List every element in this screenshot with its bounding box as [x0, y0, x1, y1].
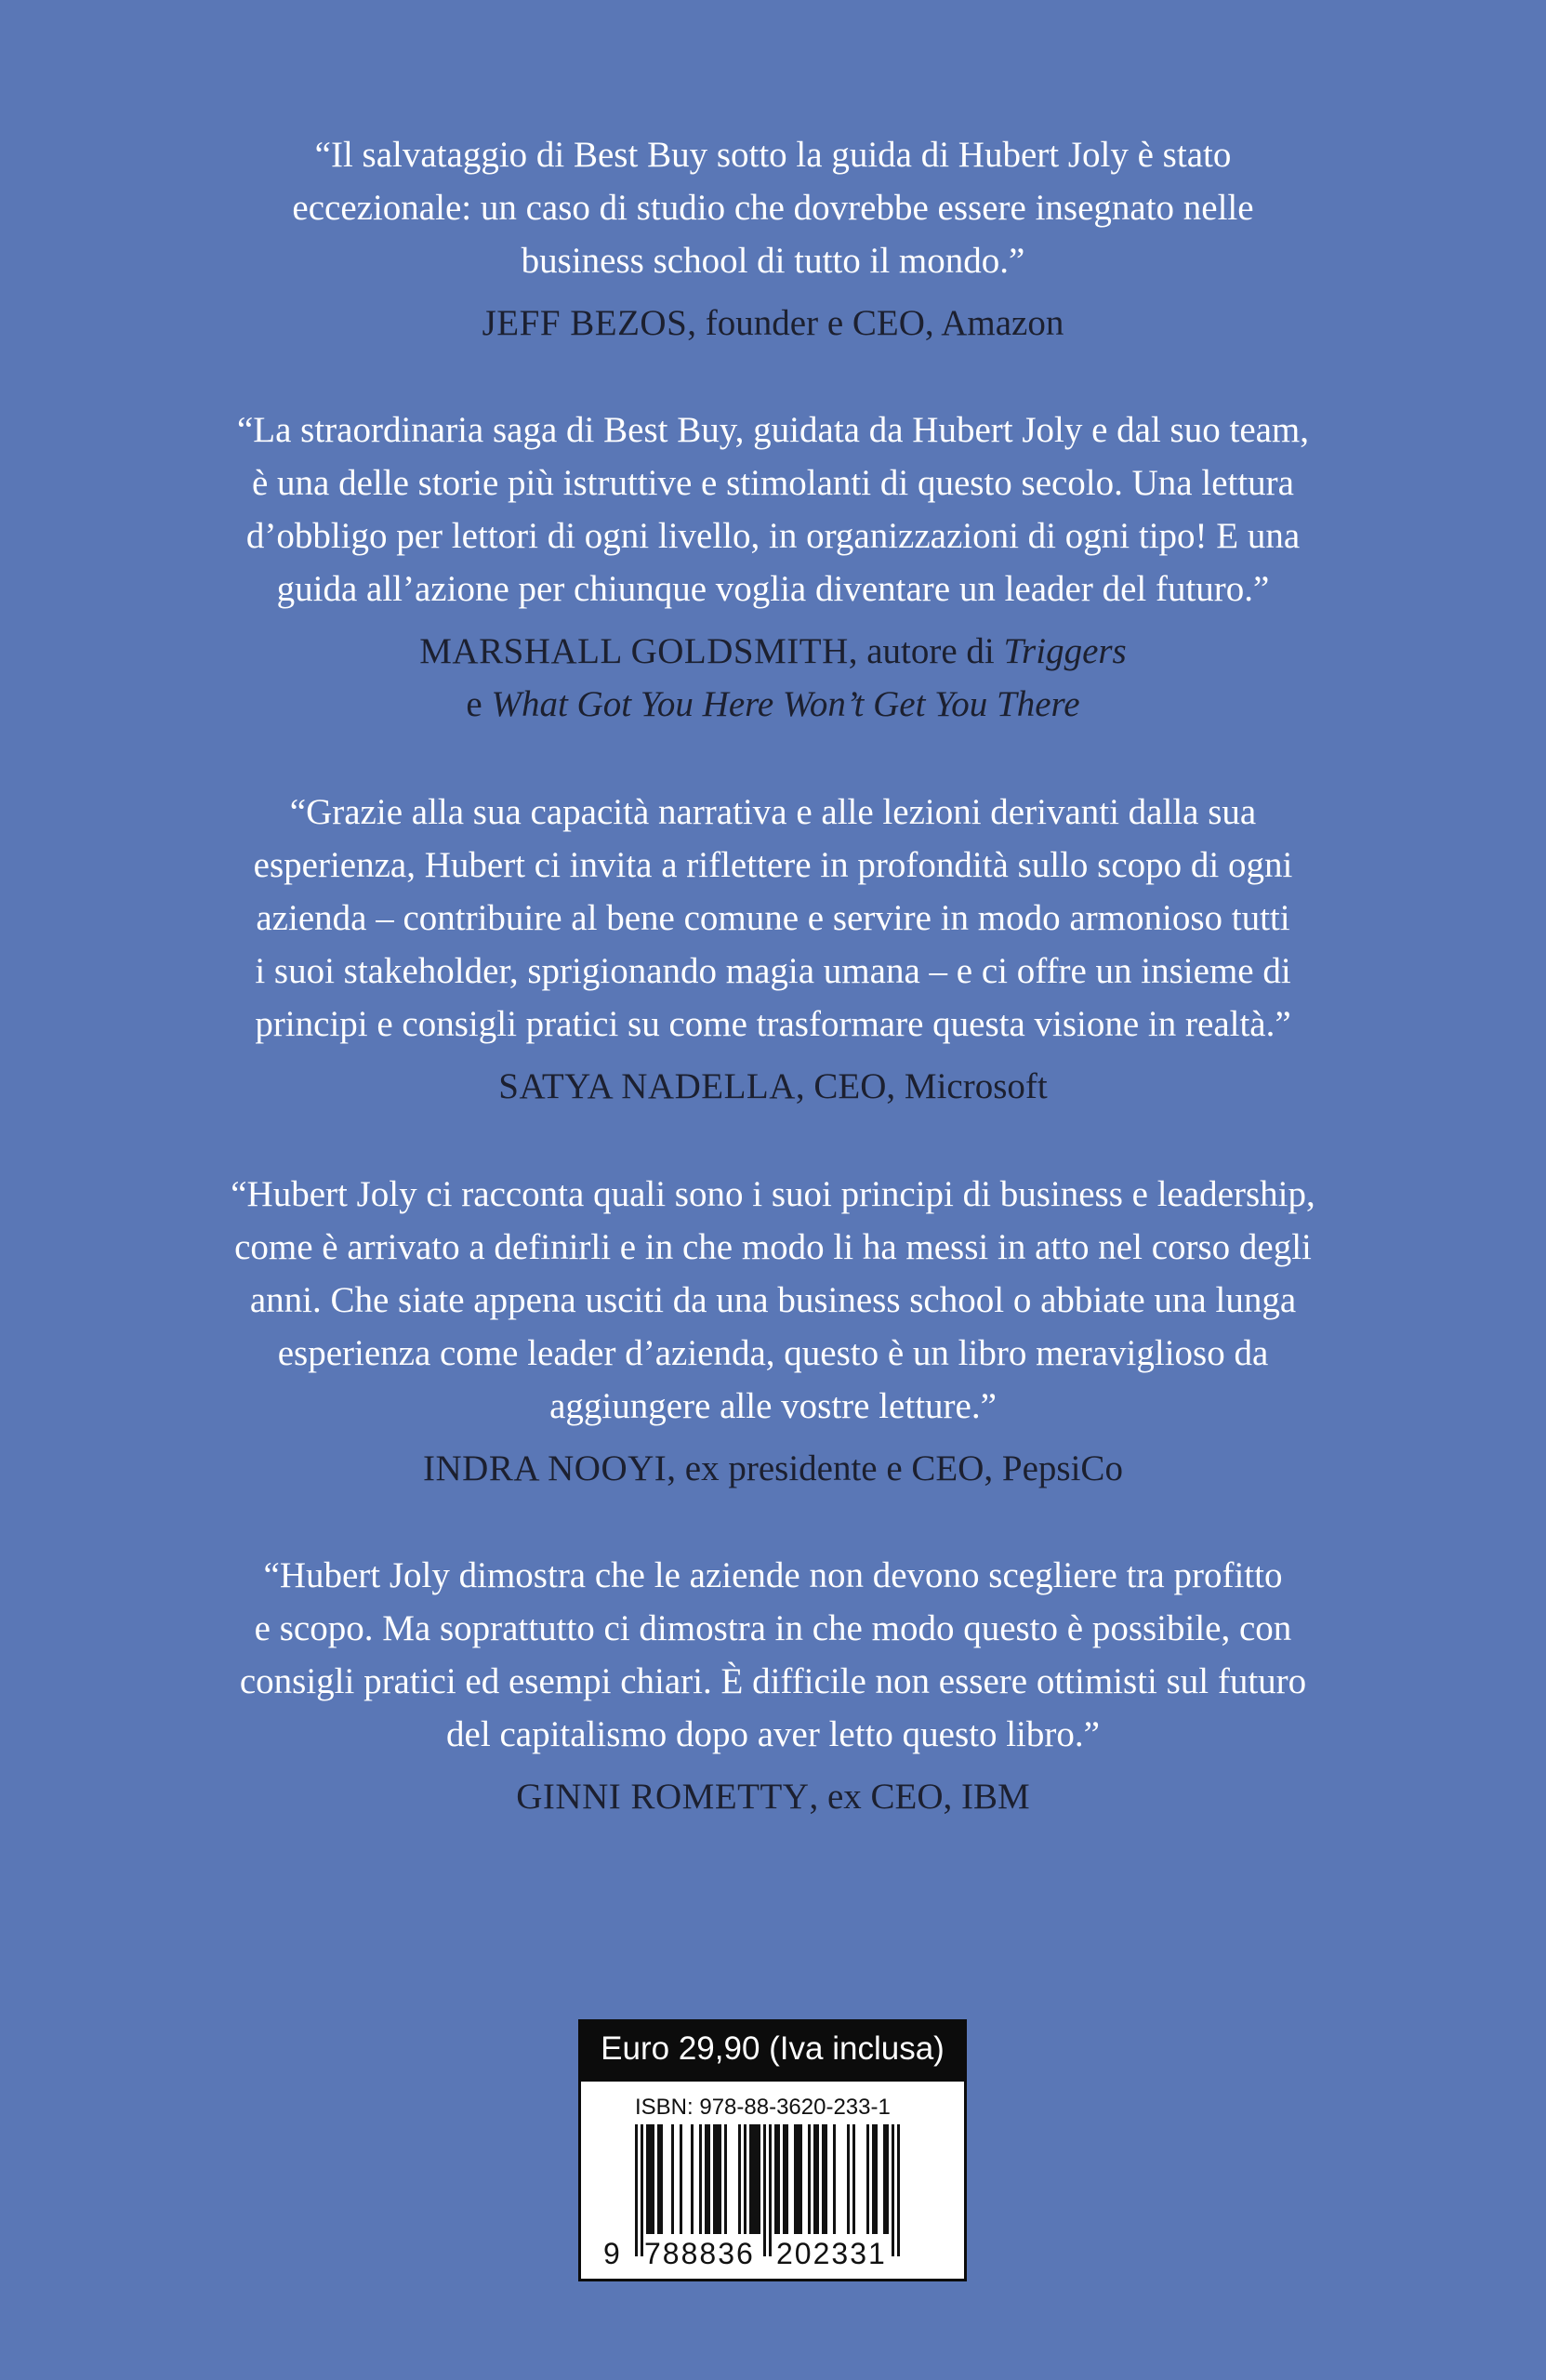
- blurb-nooyi: [139, 1168, 1407, 1495]
- barcode-bar: [699, 2124, 702, 2234]
- barcode-bar: [707, 2124, 710, 2234]
- author-role: , ex CEO, IBM: [809, 1777, 1030, 1817]
- barcode-bar: [886, 2124, 889, 2234]
- conjunction: e: [466, 684, 492, 724]
- quote-text: [139, 128, 1407, 287]
- quote-line: “Il salvataggio di Best Buy sotto la guida di Hubert Joly è stato: [314, 135, 1232, 175]
- barcode-bar: [719, 2124, 721, 2234]
- book-title: Triggers: [1003, 631, 1127, 671]
- quote-line: business school di tutto il mondo.”: [521, 241, 1025, 281]
- quote-line: aggiungere alle vostre letture.”: [549, 1386, 997, 1426]
- barcode-bar: [691, 2124, 694, 2234]
- quote-line: e scopo. Ma soprattutto ci dimostra in che modo questo è possibile, con: [254, 1608, 1292, 1648]
- barcode-bar: [822, 2124, 825, 2234]
- barcode-bar: [783, 2124, 786, 2234]
- barcode-bar: [758, 2124, 760, 2234]
- author-role: , ex presidente e CEO, PepsiCo: [667, 1448, 1123, 1488]
- quote-text: [139, 403, 1407, 615]
- barcode-bar: [749, 2124, 752, 2234]
- quote-line: anni. Che siate appena usciti da una business school o abbiate una lunga: [249, 1280, 1297, 1320]
- barcode-bar: [866, 2124, 869, 2234]
- quote-line: d’obbligo per lettori di ogni livello, in organizzazioni di ogni tipo! E una: [245, 516, 1301, 556]
- barcode-bar: [852, 2124, 855, 2234]
- author-name: INDRA NOOYI: [423, 1448, 667, 1488]
- barcode-bar: [744, 2124, 747, 2234]
- quote-line: “Hubert Joly ci racconta quali sono i suoi principi di business e leadership,: [231, 1174, 1315, 1214]
- barcode-bar: [786, 2124, 788, 2234]
- quote-line: “Hubert Joly dimostra che le aziende non devono scegliere tra profitto: [263, 1555, 1283, 1595]
- author-name: GINNI ROMETTY: [516, 1777, 810, 1817]
- price-label: Euro 29,90 (Iva inclusa): [578, 2019, 967, 2079]
- barcode-bar: [660, 2124, 663, 2234]
- barcode-bar: [752, 2124, 755, 2234]
- barcode-bar: [635, 2124, 638, 2256]
- barcode-bar: [705, 2124, 707, 2234]
- barcode-bar: [808, 2124, 811, 2234]
- author-name: JEFF BEZOS: [482, 303, 688, 343]
- quote-line: guida all’azione per chiunque voglia diventare un leader del futuro.”: [276, 569, 1270, 609]
- quote-line: come è arrivato a definirli e in che modo li ha messi in atto nel corso degli: [234, 1227, 1312, 1267]
- barcode-bar: [777, 2124, 780, 2234]
- quote-line: i suoi stakeholder, sprigionando magia umana – e ci offre un insieme di: [255, 951, 1291, 991]
- quote-line: eccezionale: un caso di studio che dovrebbe essere insegnato nelle: [292, 188, 1254, 228]
- barcode-right-group: 202331: [776, 2237, 887, 2270]
- barcode-bar: [897, 2124, 900, 2256]
- barcode-bar: [652, 2124, 654, 2234]
- quote-attribution: [139, 297, 1407, 350]
- quote-text: [139, 1168, 1407, 1433]
- barcode-bar: [724, 2124, 727, 2234]
- quote-line: esperienza come leader d’azienda, questo è un libro meraviglioso da: [277, 1333, 1269, 1373]
- barcode-bar: [797, 2124, 799, 2234]
- blurb-nadella: [139, 786, 1407, 1113]
- barcode-bar: [825, 2124, 827, 2234]
- barcode-bar: [833, 2124, 836, 2234]
- barcode-left-group: 788836: [644, 2237, 755, 2270]
- barcode-bar: [875, 2124, 878, 2234]
- barcode-bar: [657, 2124, 660, 2234]
- author-name: SATYA NADELLA: [498, 1066, 796, 1106]
- quote-text: [139, 1549, 1407, 1761]
- barcode-bar: [872, 2124, 875, 2234]
- barcode-bar: [649, 2124, 652, 2234]
- book-title: What Got You Here Won’t Get You There: [491, 684, 1080, 724]
- barcode-bar: [794, 2124, 797, 2234]
- isbn-label: ISBN: 978-88-3620-233-1: [635, 2095, 891, 2120]
- blurb-rometty: [139, 1549, 1407, 1823]
- quote-line: azienda – contribuire al bene comune e servire in modo armonioso tutti: [256, 898, 1290, 938]
- quote-line: esperienza, Hubert ci invita a riflettere in profondità sullo scopo di ogni: [253, 845, 1293, 885]
- barcode-bar: [641, 2124, 643, 2256]
- barcode-bar: [713, 2124, 716, 2234]
- barcode-bar: [671, 2124, 674, 2234]
- barcode-bar: [816, 2124, 819, 2234]
- barcode-bar: [646, 2124, 649, 2234]
- author-name: MARSHALL GOLDSMITH: [419, 631, 849, 671]
- barcode-bar: [680, 2124, 682, 2234]
- quote-line: principi e consigli pratici su come trasformare questa visione in realtà.”: [255, 1004, 1291, 1044]
- quote-line: “La straordinaria saga di Best Buy, guidata da Hubert Joly e dal suo team,: [236, 410, 1310, 450]
- author-role: , founder e CEO, Amazon: [687, 303, 1064, 343]
- quote-line: del capitalismo dopo aver letto questo libro.”: [446, 1714, 1100, 1754]
- quote-line: è una delle storie più istruttive e stimolanti di questo secolo. Una lettura: [252, 463, 1294, 503]
- quote-line: consigli pratici ed esempi chiari. È difficile non essere ottimisti sul futuro: [239, 1661, 1307, 1701]
- blurb-bezos: [139, 128, 1407, 350]
- author-role: , CEO, Microsoft: [795, 1066, 1048, 1106]
- quote-attribution: [139, 1770, 1407, 1823]
- quote-attribution: [139, 1442, 1407, 1495]
- barcode-bar: [813, 2124, 816, 2234]
- barcode-bar: [892, 2124, 894, 2256]
- isbn-barcode: [578, 2079, 967, 2281]
- author-role: , autore di: [848, 631, 1004, 671]
- quote-attribution: [139, 625, 1407, 731]
- barcode-bar: [769, 2124, 772, 2256]
- barcode-bar: [883, 2124, 886, 2234]
- quote-text: [139, 786, 1407, 1051]
- barcode-bar: [716, 2124, 719, 2234]
- blurb-goldsmith: [139, 403, 1407, 731]
- quote-line: “Grazie alla sua capacità narrativa e alle lezioni derivanti dalla sua: [289, 792, 1257, 832]
- barcode-bar: [774, 2124, 777, 2234]
- barcode-bar: [847, 2124, 850, 2234]
- barcode-bar: [738, 2124, 741, 2234]
- quote-attribution: [139, 1060, 1407, 1113]
- barcode-bar: [799, 2124, 802, 2234]
- barcode-first-digit: 9: [603, 2237, 620, 2270]
- barcode-bar: [755, 2124, 758, 2234]
- barcode-bar: [763, 2124, 766, 2256]
